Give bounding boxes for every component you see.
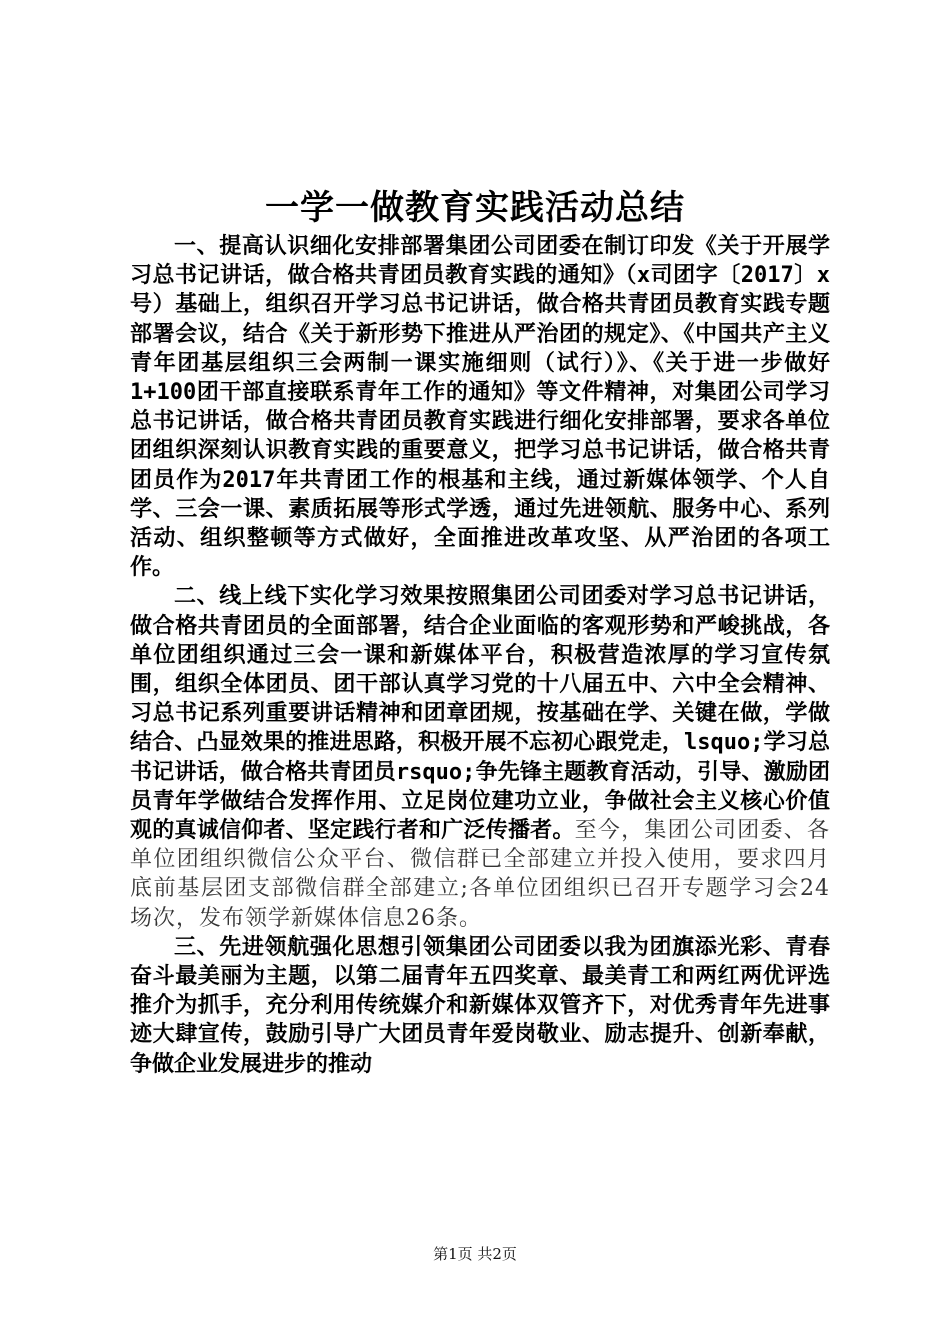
page-footer: 第1页 共2页 <box>433 1245 517 1263</box>
paragraph-2-progress: 至今，集团公司团委、各单位团组织微信公众平台、微信群已全部建立并投入使用，要求四月底前基层团支部微信群全部建立;各单位团组织已召开专题学习会24场次，发布领学新媒体信息26条。 <box>130 818 830 931</box>
paragraph-2 <box>130 582 830 932</box>
document-title: 一学一做教育实践活动总结 <box>265 188 685 228</box>
paragraph-1: 一、提高认识细化安排部署集团公司团委在制订印发《关于开展学习总书记讲话，做合格共青团员教育实践的通知》（x司团字〔2017〕x号）基础上，组织召开学习总书记讲话，做合格共青团员教育实践专题部署会议，结合《关于新形势下推进从严治团的规定》、《中国共产主义青年团基层组织三会两制一课实施细则（试行）》、《关于进一步做好1+100团干部直接联系青年工作的通知》等文件精神，对集团公司学习总书记讲话，做合格共青团员教育实践进行细化安排部署，要求各单位团组织深刻认识教育实践的重要意义，把学习总书记讲话，做合格共青团员作为2017年共青团工作的根基和主线，通过新媒体领学、个人自学、三会一课、素质拓展等形式学透，通过先进领航、服务中心、系列活动、组织整顿等方式做好，全面推进改革攻坚、从严治团的各项工作。 <box>130 234 830 581</box>
paragraph-2-main: 二、线上线下实化学习效果按照集团公司团委对学习总书记讲话，做合格共青团员的全面部署，结合企业面临的客观形势和严峻挑战，各单位团组织通过三会一课和新媒体平台，积极营造浓厚的学习宣传氛围，组织全体团员、团干部认真学习党的十八届五中、六中全会精神、习总书记系列重要讲话精神和团章团规，按基础在学、关键在做，学做结合、凸显效果的推进思路，积极开展不忘初心跟党走，lsquo;学习总书记讲话，做合格共青团员rsquo;争先锋主题教育活动，引导、激励团员青年学做结合发挥作用、立足岗位建功立业，争做社会主义核心价值观的真诚信仰者、坚定践行者和广泛传播者。 <box>130 584 830 844</box>
document-body <box>130 232 830 1079</box>
paragraph-3: 三、先进领航强化思想引领集团公司团委以我为团旗添光彩、青春奋斗最美丽为主题，以第二届青年五四奖章、最美青工和两红两优评选推介为抓手，充分利用传统媒介和新媒体双管齐下，对优秀青年先进事迹大肆宣传，鼓励引导广大团员青年爱岗敬业、励志提升、创新奉献，争做企业发展进步的推动 <box>130 934 830 1077</box>
